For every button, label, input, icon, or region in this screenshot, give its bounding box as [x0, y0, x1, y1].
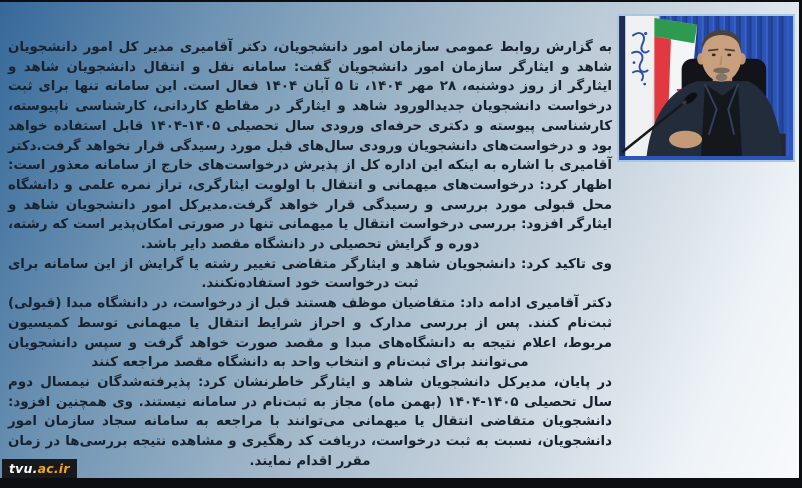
- official-photo: [617, 14, 795, 162]
- article-paragraph-1: به گزارش روابط عمومی سازمان امور دانشجویان، دکتر آقامیری مدیر کل امور دانشجویان شاهد و ایثارگر سازمان امور دانشجویان گفت: سامانه نقل و انتقال دانشجویان شاهد و ایثارگر از روز دوشنبه، ۲۸ مهر ۱۴۰۴، تا ۵ آبان ۱۴۰۴ فعال است. این سامانه تنها برای ثبت درخواست دانشجویان جدیدالورود شاهد و ایثارگر در مقاطع کاردانی، کارشناسی ناپیوسته، کارشناسی پیوسته و دکتری حرفه‌ای ورودی سال تحصیلی ۱۴۰۵-۱۴۰۴ قابل استفاده خواهد بود و درخواست‌های دانشجویان ورودی سال‌های قبل مورد رسیدگی قرار نخواهد گرفت.دکتر آقامیری با اشاره به اینکه این اداره کل از پذیرش درخواست‌های خارج از سامانه معذور است: اظهار کرد: درخواست‌های میهمانی و انتقال با اولویت ایثارگری، تراز نمره علمی و دانشگاه محل قبولی مورد بررسی و رسیدگی قرار خواهد گرفت.مدیرکل امور دانشجویان شاهد و ایثارگر افزود: بررسی درخواست انتقال یا میهمانی تنها در صورتی امکان‌پذیر است که رشته، دوره و گرایش تحصیلی در دانشگاه مقصد دایر باشد.: [8, 40, 612, 253]
- mustache: [713, 68, 730, 74]
- eyebrow: [709, 50, 718, 51]
- hands: [669, 131, 702, 149]
- goatee: [716, 73, 728, 81]
- article-paragraph-4: در پایان، مدیرکل دانشجویان شاهد و ایثارگر خاطرنشان کرد: پذیرفته‌شدگان نیمسال دوم سال تحصیلی ۱۴۰۵-۱۴۰۴ (بهمن ماه) مجاز به ثبت‌نام در سامانه نیستند. وی همچنین افزود: دانشجویان متقاضی انتقال یا میهمانی می‌توانند با مراجعه به سامانه سجاد سازمان امور دانشجویان، نسبت به ثبت درخواست، دریافت کد رهگیری و مشاهده نتیجه بررسی‌ها در زمان مقرر اقدام نمایند.: [8, 374, 612, 469]
- bottom-bar: [0, 478, 802, 488]
- watermark-suffix: ac.ir: [37, 461, 70, 476]
- eyebrow: [725, 50, 734, 51]
- page-background: [0, 2, 799, 478]
- eye: [727, 54, 731, 57]
- article-body: [8, 38, 612, 471]
- watermark-prefix: tvu.: [9, 461, 38, 476]
- eye: [712, 54, 716, 57]
- article-paragraph-2: وی تاکید کرد: دانشجویان شاهد و ایثارگر متقاضی تغییر رشته یا گرایش از این سامانه برای ثبت درخواست خود استفاده‌نکنند.: [8, 256, 612, 292]
- site-watermark: [2, 459, 77, 480]
- curtain-shadow-edge: [619, 16, 625, 156]
- article-paragraph-3: دکتر آقامیری ادامه داد: متقاضیان موظف هستند قبل از درخواست، در دانشگاه مبدا (قبولی) ثبت‌نام کنند. پس از بررسی مدارک و احراز شرایط انتقال یا میهمانی توسط کمیسیون مربوط، اعلام نتیجه به دانشگاه‌های مبدا و مقصد صورت خواهد گرفت و سپس دانشجویان می‌توانند برای ثبت‌نام و انتخاب واحد به دانشگاه مقصد مراجعه کنند: [8, 296, 612, 371]
